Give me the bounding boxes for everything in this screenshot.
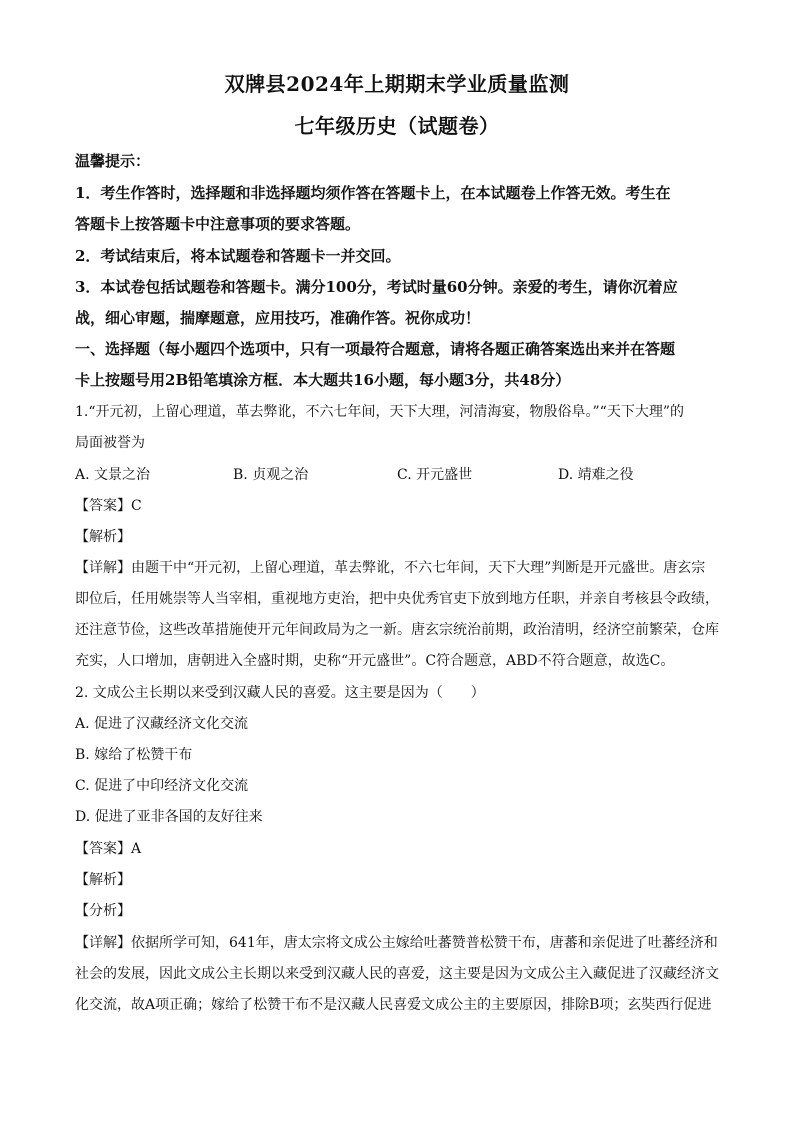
- question-1-answer: 【答案】C: [75, 498, 142, 514]
- question-2-option-c: C. 促进了中印经济文化交流: [75, 778, 249, 794]
- question-1-option-a: A. 文景之治: [75, 467, 151, 483]
- question-1-stem: 1.“开元初，上留心理道，革去弊讹，不六七年间，天下大理，河清海宴，物殷俗阜。”“天下大理”的: [75, 404, 684, 420]
- question-1-detail: 【详解】由题干中“开元初，上留心理道，革去弊讹，不六七年间，天下大理”判断是开元盛世。唐玄宗: [75, 560, 706, 576]
- question-2-detail: 化交流，故A项正确；嫁给了松赞干布不是汉藏人民喜爱文成公主的主要原因，排除B项；玄奘西行促进: [75, 997, 712, 1013]
- question-2-option-d: D. 促进了亚非各国的友好往来: [75, 809, 263, 825]
- question-1-detail: 即位后，任用姚崇等人当宰相，重视地方吏治，把中央优秀官吏下放到地方任职，并亲自考核县令政绩，: [75, 591, 719, 607]
- question-2-detail: 【详解】依据所学可知，641年，唐太宗将文成公主嫁给吐蕃赞普松赞干布，唐蕃和亲促进了吐蕃经济和: [75, 935, 718, 951]
- question-2-detail: 社会的发展，因此文成公主长期以来受到汉藏人民的喜爱，这主要是因为文成公主入藏促进了汉藏经济文: [75, 966, 719, 982]
- question-1-option-c: C. 开元盛世: [397, 467, 473, 483]
- question-2-fenxi: 【分析】: [75, 903, 131, 919]
- tips-line: 1．考生作答时，选择题和非选择题均须作答在答题卡上，在本试题卷上作答无效。考生在: [75, 184, 671, 202]
- question-1-analysis: 【解析】: [75, 529, 131, 545]
- question-2-option-a: A. 促进了汉藏经济文化交流: [75, 716, 249, 732]
- question-2-stem: 2. 文成公主长期以来受到汉藏人民的喜爱。这主要是因为（ ）: [75, 685, 485, 701]
- tips-line: 2．考试结束后，将本试题卷和答题卡一并交回。: [75, 247, 401, 265]
- question-1-detail: 充实，人口增加，唐朝进入全盛时期，史称“开元盛世”。C符合题意，ABD不符合题意，故选C。: [75, 653, 675, 669]
- tips-line: 答题卡上按答题卡中注意事项的要求答题。: [75, 215, 361, 233]
- exam-subtitle: 七年级历史（试题卷）: [294, 114, 500, 138]
- section-heading: 卡上按题号用2B铅笔填涂方框．本大题共16小题，每小题3分，共48分）: [75, 371, 571, 389]
- section-heading: 一、选择题（每小题四个选项中，只有一项最符合题意，请将各题正确答案选出来并在答题: [75, 340, 676, 358]
- tips-heading: 温馨提示：: [75, 152, 151, 170]
- question-1-option-d: D. 靖难之役: [558, 467, 634, 483]
- tips-line: 3．本试卷包括试题卷和答题卡。满分100分，考试时量60分钟。亲爱的考生，请你沉着应: [75, 278, 678, 296]
- question-1-stem: 局面被誉为: [75, 435, 145, 451]
- question-2-option-b: B. 嫁给了松赞干布: [75, 747, 193, 763]
- question-1-option-b: B. 贞观之治: [233, 467, 309, 483]
- question-2-analysis: 【解析】: [75, 872, 131, 888]
- question-2-answer: 【答案】A: [75, 841, 142, 857]
- exam-title: 双牌县2024年上期期末学业质量监测: [224, 72, 570, 96]
- question-1-detail: 还注意节俭，这些改革措施使开元年间政局为之一新。唐玄宗统治前期，政治清明，经济空前繁荣，仓库: [75, 622, 719, 638]
- tips-line: 战，细心审题，揣摩题意，应用技巧，准确作答。祝你成功！: [75, 309, 481, 327]
